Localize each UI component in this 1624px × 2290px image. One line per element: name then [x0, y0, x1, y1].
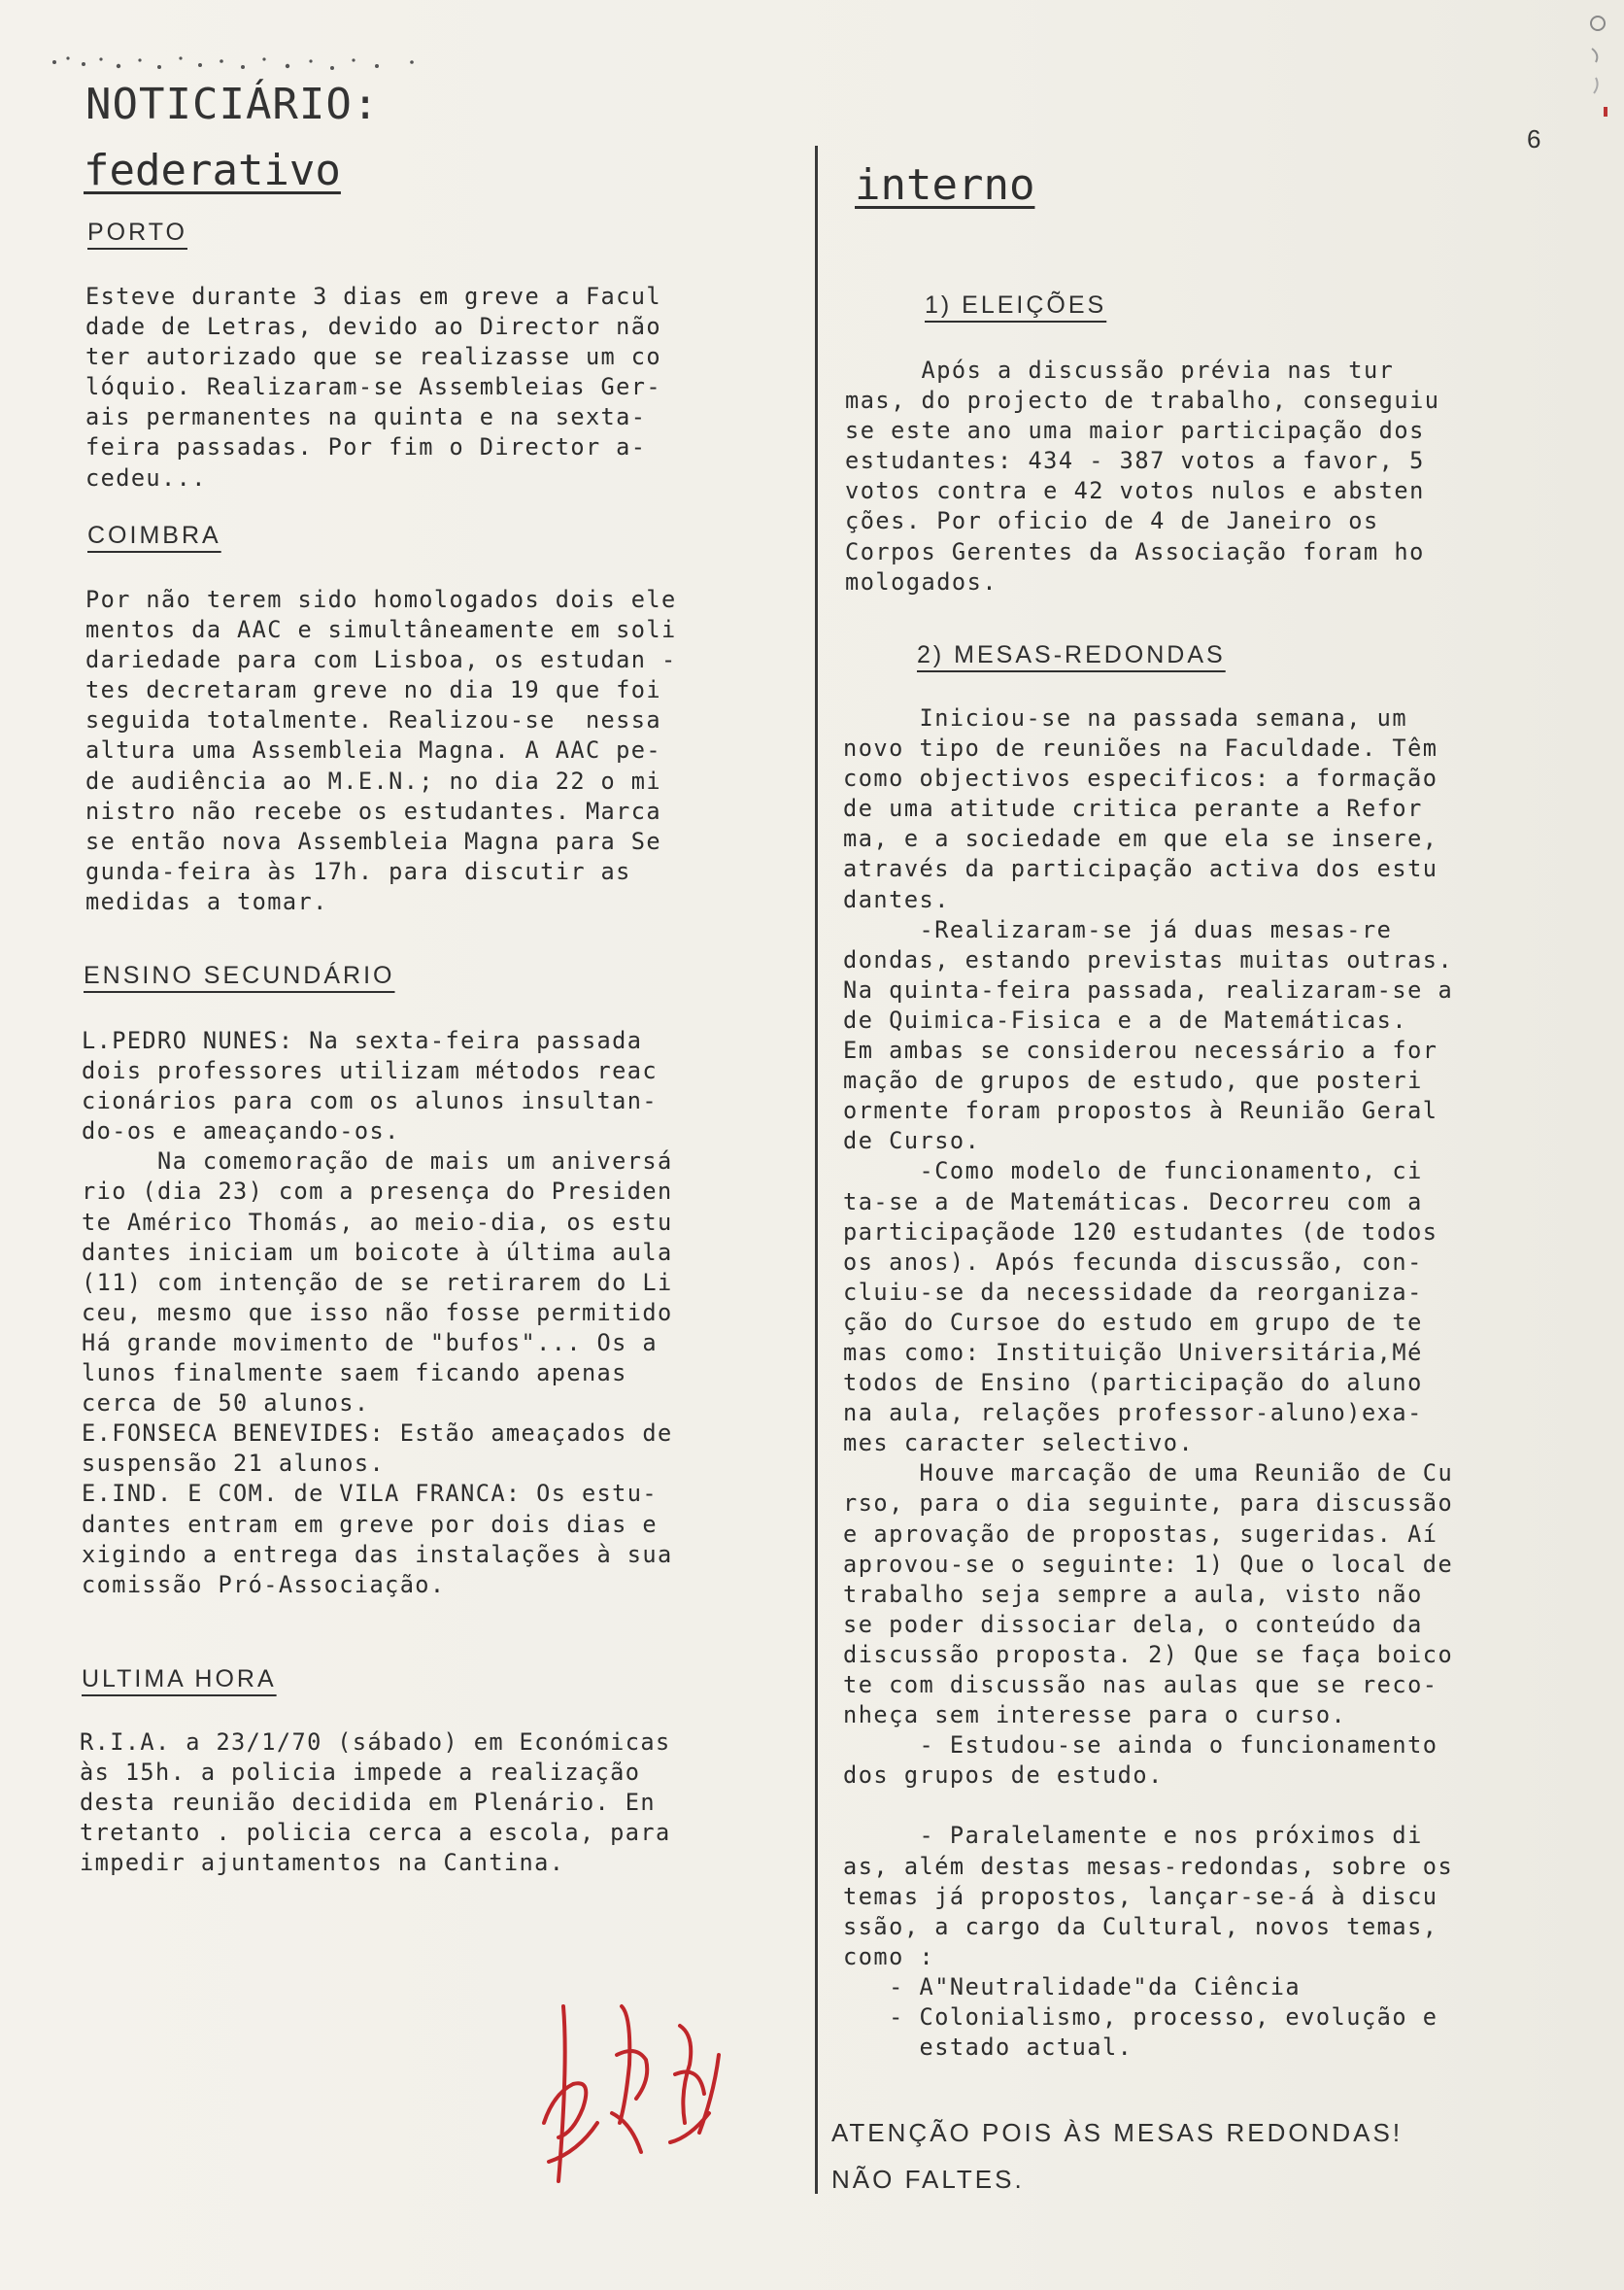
paragraph-ensino-secundario: L.PEDRO NUNES: Na sexta-feira passada dois professores utilizam métodos reac cionários para com os alunos insultan- do-os e ameaçando-os. Na comemoração de mais um aniversá rio (dia 23) com a presença do Presiden te Américo Thomás, ao meio-dia, os estu dantes iniciam um boicote à última aula (11) com intenção de se retirarem do Li ceu, mesmo que isso não fosse permitido Há grande movimento de "bufos"... Os a lunos finalmente saem ficando apenas cerca de 50 alunos. E.FONSECA BENEVIDES: Estão ameaçados de suspensão 21 alunos. E.IND. E COM. de VILA FRANCA: Os estu- dantes entram em greve por dois dias e xigindo a entrega das instalações à sua comissão Pró-Associação. [82, 1027, 673, 1598]
heading-mesas-redondas: 2) MESAS-REDONDAS [917, 641, 1226, 668]
attention-note: ATENÇÃO POIS ÀS MESAS REDONDAS! [831, 2118, 1404, 2147]
heading-ensino-secundario: ENSINO SECUNDÁRIO [84, 962, 395, 989]
heading-porto: PORTO [87, 219, 187, 246]
handwritten-signature [524, 1967, 767, 2191]
masthead: NOTICIÁRIO: [85, 80, 380, 129]
paragraph-porto: Esteve durante 3 dias em greve a Facul dade de Letras, devido ao Director não ter autorizado que se realizasse um co lóquio. Realizaram-se Assembleias Ger- ais permanentes na quinta e na sexta- feira passadas. Por fim o Director a- cedeu... [85, 283, 661, 492]
section-title-interno: interno [855, 160, 1035, 210]
paragraph-mesas-redondas: Iniciou-se na passada semana, um novo tipo de reuniões na Faculdade. Têm como objectivos especificos: a formação de uma atitude critica perante a Refor ma, e a sociedade em que ela se insere, através da participação activa dos estu dantes. -Realizaram-se já duas mesas-re dondas, estando previstas muitas outras. Na quinta-feira passada, realizaram-se a de Quimica-Fisica e a de Matemáticas. Em ambas se considerou necessário a for mação de grupos de estudo, que posteri ormente foram propostos à Reunião Geral de Curso. -Como modelo de funcionamento, ci ta-se a de Matemáticas. Decorreu com a participaçãode 120 estudantes (de todos os anos). Após fecunda discussão, con- cluiu-se da necessidade da reorganiza- ção do Cursoe do estudo em grupo de te mas como: Instituição Universitária,Mé todos de Ensino (participação do aluno na aula, relações professor-aluno)exa- mes caracter selectivo. Houve marcação de uma Reunião de Cu rso, para o dia seguinte, para discussão e aprovação de propostas, sugeridas. Aí aprovou-se o seguinte: 1) Que o local de trabalho seja sempre a aula, visto não se poder dissociar dela, o conteúdo da discussão proposta. 2) Que se faça boico te com discussão nas aulas que se reco- nheça sem interesse para o curso. - Estudou-se ainda o funcionamento dos grupos de estudo. - Paralelamente e nos próximos di as, além destas mesas-redondas, sobre os temas já propostos, lançar-se-á à discu ssão, a cargo da Cultural, novos temas, como : - A"Neutralidade"da Ciência - Colonialismo, processo, evolução e estado actual. [843, 704, 1454, 2062]
heading-coimbra: COIMBRA [87, 522, 221, 549]
nao-faltes-note: NÃO FALTES. [831, 2165, 1025, 2194]
paragraph-ultima-hora: R.I.A. a 23/1/70 (sábado) em Económicas às 15h. a policia impede a realização desta reunião decidida em Plenário. En tretanto . policia cerca a escola, para impedir ajuntamentos na Cantina. [80, 1728, 671, 1877]
paragraph-eleicoes: Após a discussão prévia nas tur mas, do projecto de trabalho, conseguiu se este ano uma maior participação dos estudantes: 434 - 387 votos a favor, 5 votos contra e 42 votos nulos e absten ções. Por oficio de 4 de Janeiro os Corpos Gerentes da Associação foram ho mologados. [845, 357, 1440, 596]
section-title-federativo: federativo [84, 146, 341, 195]
page-number: 6 [1527, 124, 1541, 154]
heading-eleicoes: 1) ELEIÇÕES [925, 291, 1107, 319]
paragraph-coimbra: Por não terem sido homologados dois ele mentos da AAC e simultâneamente em soli dariedade para com Lisboa, os estudan - tes decretaram greve no dia 19 que foi seguida totalmente. Realizou-se nessa altura uma Assembleia Magna. A AAC pe- de audiência ao M.E.N.; no dia 22 o mi nistro não recebe os estudantes. Marca se então nova Assembleia Magna para Se gunda-feira às 17h. para discutir as medidas a tomar. [85, 586, 677, 915]
edge-marks [1578, 10, 1617, 146]
column-divider [815, 146, 818, 2194]
heading-ultima-hora: ULTIMA HORA [82, 1665, 277, 1692]
